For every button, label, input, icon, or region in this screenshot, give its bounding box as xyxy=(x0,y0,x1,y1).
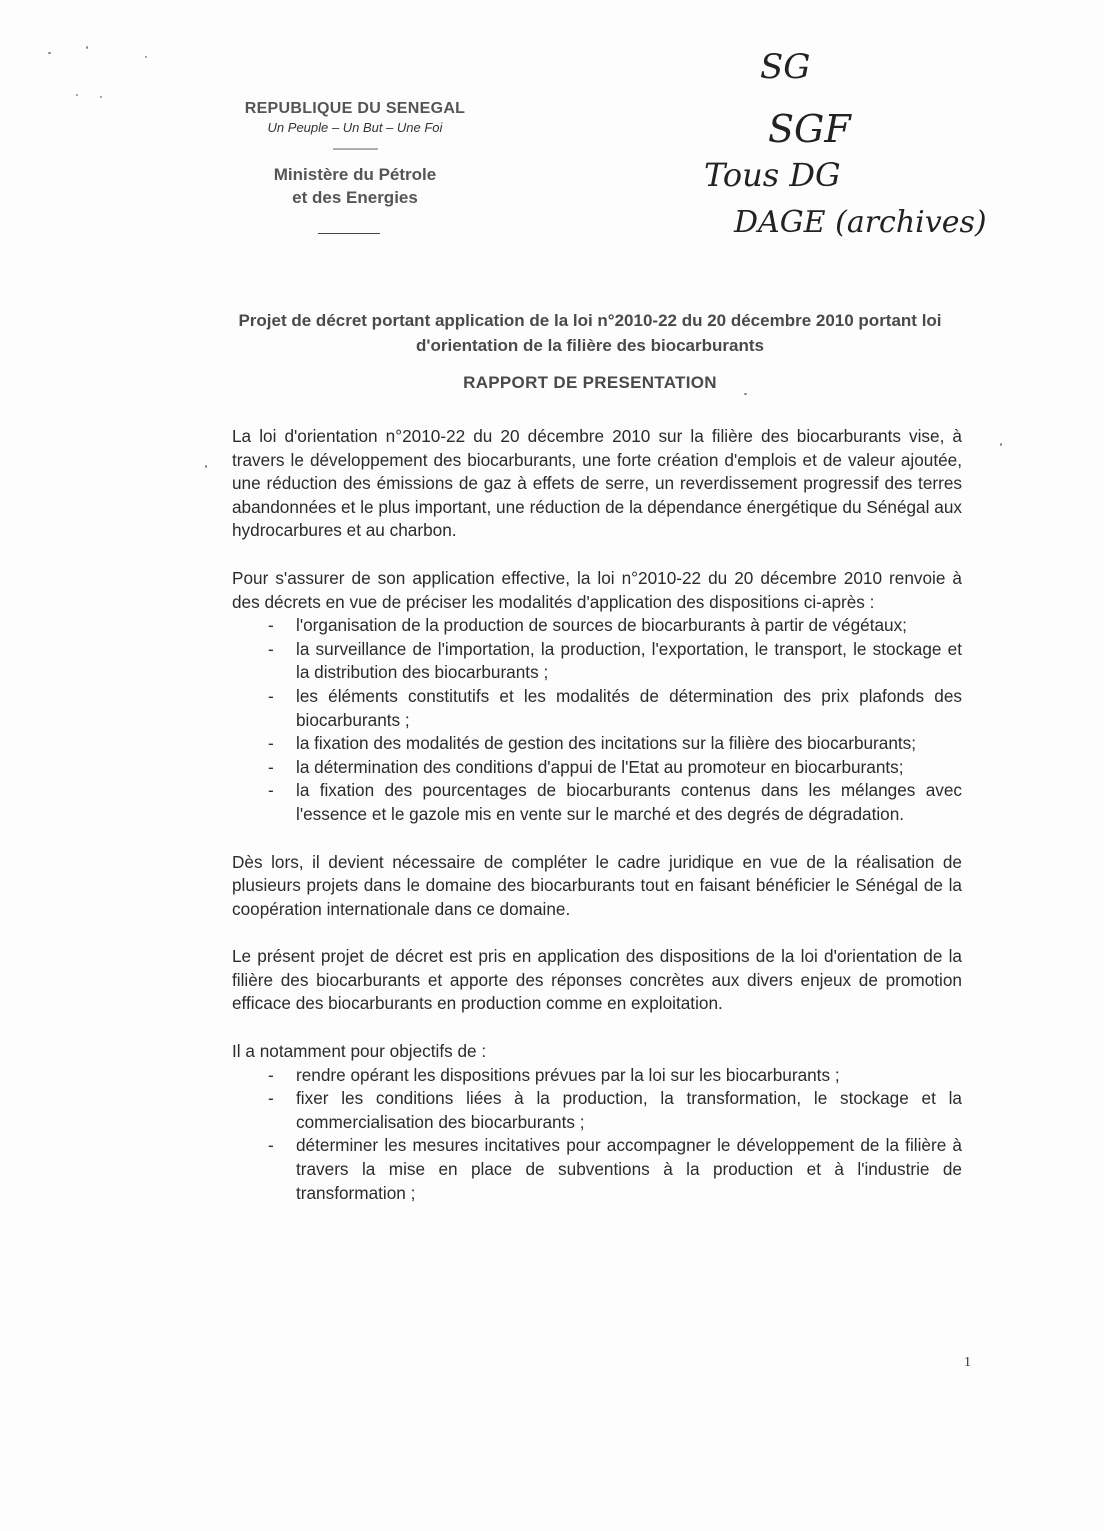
list-item xyxy=(232,685,962,732)
handwritten-annotations xyxy=(690,40,1070,250)
list-item-text: les éléments constitutifs et les modalités de détermination des prix plafonds des biocarburants ; xyxy=(296,685,962,730)
ministry-name xyxy=(210,163,500,209)
scan-speck xyxy=(145,56,147,58)
bullet-dash: - xyxy=(268,780,274,801)
scan-speck xyxy=(744,393,747,395)
bullet-dash: - xyxy=(268,685,274,706)
ministry-line-2: et des Energies xyxy=(292,188,418,207)
list-item xyxy=(232,1134,962,1205)
list-item xyxy=(232,1087,962,1134)
list-item-text: l'organisation de la production de sources de biocarburants à partir de végétaux; xyxy=(296,615,907,636)
list-item xyxy=(232,756,962,780)
bullet-dash: - xyxy=(268,733,274,754)
list-item xyxy=(232,732,962,756)
bullet-dash: - xyxy=(268,638,274,659)
document-title: Projet de décret portant application de la loi n°2010-22 du 20 décembre 2010 portant loi d'orientation de la filière des biocarburants xyxy=(238,311,942,355)
list-item xyxy=(232,614,962,638)
list-dispositions xyxy=(232,614,962,826)
letterhead xyxy=(210,100,500,209)
handwritten-tous-dg: Tous DG xyxy=(704,156,841,194)
bullet-dash: - xyxy=(268,1088,274,1109)
paragraph-objectifs: Il a notamment pour objectifs de : xyxy=(232,1041,487,1062)
scan-speck xyxy=(48,52,51,54)
handwriting-svg xyxy=(690,40,1070,250)
list-item xyxy=(232,638,962,685)
handwritten-sg: SG xyxy=(760,47,811,87)
list-item-text: la surveillance de l'importation, la production, l'exportation, le transport, le stockage et la distribution des biocarburants ; xyxy=(296,638,962,683)
letterhead-separator: --------------- xyxy=(332,141,378,155)
country-name: REPUBLIQUE DU SENEGAL xyxy=(244,100,466,117)
bullet-dash: - xyxy=(268,756,274,777)
paragraph-intro: La loi d'orientation n°2010-22 du 20 décembre 2010 sur la filière des biocarburants vise, à travers le développement des biocarburants, une forte création d'emplois et de valeur ajoutée, une réduction des émissions de gaz à effets de serre, un reverdissement progressif des terres abandonnées et le plus important, une réduction de la dépendance énergétique du Sénégal aux hydrocarbures et au charbon. xyxy=(232,426,962,541)
bullet-dash: - xyxy=(268,1135,274,1156)
list-item-text: la fixation des pourcentages de biocarburants contenus dans les mélanges avec l'essence et le gazole mis en vente sur le marché et des degrés de dégradation. xyxy=(296,780,962,824)
ministry-line-1: Ministère du Pétrole xyxy=(273,165,437,184)
list-item-text: rendre opérant les dispositions prévues par la loi sur les biocarburants ; xyxy=(296,1064,840,1085)
scan-speck xyxy=(100,96,102,98)
paragraph-projet-decret: Le présent projet de décret est pris en application des dispositions de la loi d'orientation de la filière des biocarburants et apporte des réponses concrètes aux divers enjeux de promotion efficace des biocarburants en production comme en exploitation. xyxy=(232,946,962,1014)
paragraph-cadre-juridique: Dès lors, il devient nécessaire de compléter le cadre juridique en vue de la réalisation de plusieurs projets dans le domaine des biocarburants tout en faisant bénéficier le Sénégal de la coopération internationale dans ce domaine. xyxy=(232,851,962,919)
scan-speck xyxy=(86,46,88,49)
handwritten-sgf: SGF xyxy=(768,107,851,151)
page-number: 1 xyxy=(964,1355,971,1370)
paragraph-application: Pour s'assurer de son application effective, la loi n°2010-22 du 20 décembre 2010 renvoie à des décrets en vue de préciser les modalités d'application des dispositions ci-après : xyxy=(232,567,962,612)
list-item-text: déterminer les mesures incitatives pour accompagner le développement de la filière à travers la mise en place de subventions à la production et à l'industrie de transformation ; xyxy=(296,1135,962,1203)
list-item-text: la fixation des modalités de gestion des incitations sur la filière des biocarburants; xyxy=(296,733,917,754)
national-motto: Un Peuple – Un But – Une Foi xyxy=(267,120,443,135)
list-item xyxy=(232,779,962,826)
list-item-text: la détermination des conditions d'appui de l'Etat au promoteur en biocarburants; xyxy=(296,756,904,777)
handwritten-dage-archives: DAGE (archives) xyxy=(734,205,987,240)
document-subtitle: RAPPORT DE PRESENTATION xyxy=(463,373,717,392)
scan-speck xyxy=(1000,443,1002,446)
list-item xyxy=(232,1064,962,1088)
list-objectifs xyxy=(232,1064,962,1206)
scan-speck xyxy=(205,465,207,468)
bullet-dash: - xyxy=(268,615,274,636)
list-item-text: fixer les conditions liées à la production, la transformation, le stockage et la commercialisation des biocarburants ; xyxy=(296,1088,962,1132)
ministry-underline xyxy=(318,233,380,234)
bullet-dash: - xyxy=(268,1064,274,1085)
document-body xyxy=(232,425,962,1229)
scan-speck xyxy=(76,94,78,96)
